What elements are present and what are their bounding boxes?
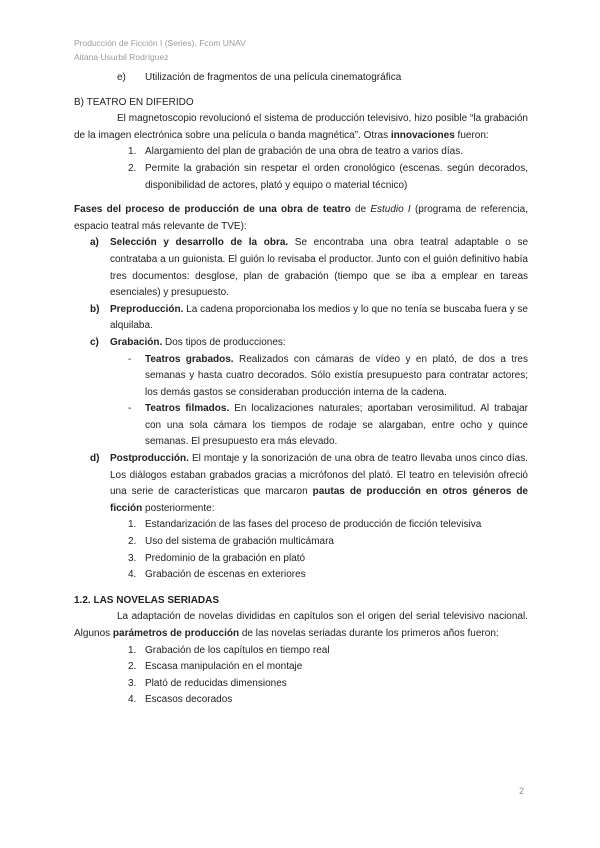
phase-text: La cadena proporcionaba los medios y lo que no tenía se buscaba fuera y se alquilaba. [110, 303, 528, 332]
text-run: La adaptación de novelas divididas en capítulos son el origen del serial televisivo nacional. Algunos [74, 611, 528, 639]
header-course: Producción de Ficción I (Series), Fcom UNAV [74, 38, 246, 48]
phase-item-a [74, 235, 528, 301]
list-marker: - [128, 403, 132, 415]
section-title-novelas-seriadas: 1.2. LAS NOVELAS SERIADAS [74, 594, 220, 606]
header-author: Aitana Usurbil Rodríguez [74, 52, 169, 62]
list-item [74, 551, 528, 568]
sub-item-text: Realizados con cámaras de vídeo y en plató, de dos a tres semanas y hasta cuatro decorados. Sólo existía presupuesto para contratar actores; los demás gastos se consideraban producción interna de la cadena. [145, 353, 528, 398]
list-marker: 4. [128, 569, 137, 581]
text-run: fueron: [454, 129, 489, 141]
list-item [74, 534, 528, 551]
list-item-text: Uso del sistema de grabación multicámara [145, 536, 334, 548]
phase-title: Selección y desarrollo de la obra. [110, 237, 289, 249]
bold-term: parámetros de producción [112, 628, 240, 639]
list-item-text: Predominio de la grabación en plató [145, 552, 306, 564]
list-item [74, 676, 528, 693]
list-item-text: Escasos decorados [145, 694, 233, 706]
phase-title: Postproducción. [110, 453, 189, 465]
list-item-text: Alargamiento del plan de grabación de una obra de teatro a varios días. [145, 146, 463, 158]
paragraph-fases-intro [74, 202, 528, 235]
list-marker: 2. [128, 536, 137, 548]
page-number: 2 [518, 786, 524, 796]
bold-term: pautas de producción en otros géneros de ficción [110, 486, 528, 514]
list-marker: 2. [128, 162, 137, 174]
list-marker: a) [90, 237, 99, 249]
list-marker: 2. [128, 661, 137, 673]
paragraph-novelas [74, 609, 528, 642]
list-item-text: Grabación de escenas en exteriores [145, 569, 306, 581]
list-marker: 1. [128, 644, 137, 656]
page-header [74, 36, 246, 64]
sub-item-teatros-filmados [74, 401, 528, 451]
list-marker: b) [90, 303, 100, 315]
section-title-teatro-diferido: B) TEATRO EN DIFERIDO [74, 96, 194, 108]
phase-item-d [74, 451, 528, 517]
list-item-text: Utilización de fragmentos de una película cinematográfica [145, 72, 402, 83]
list-item-text: Estandarización de las fases del proceso de producción de ficción televisiva [145, 519, 482, 531]
bold-term: innovaciones [390, 129, 455, 141]
phase-text: Dos tipos de producciones: [162, 336, 286, 348]
phase-text: Se encontraba una obra teatral adaptable o se contrataba a un guionista. El guión lo revisaba el productor. Junto con el guión definitivo había tres documentos: desglose, plan de grabación (tiempo que se iba a emplear en tareas esenciales) y presupuesto. [110, 237, 528, 299]
phase-item-b [74, 302, 528, 335]
list-item [74, 144, 528, 161]
list-marker: 4. [128, 694, 137, 706]
list-item [74, 643, 528, 660]
sub-item-teatros-grabados [74, 352, 528, 402]
list-item-text: Plató de reducidas dimensiones [145, 677, 287, 689]
list-item [74, 567, 528, 584]
list-item-text: Permite la grabación sin respetar el orden cronológico (escenas. según decorados, disponibilidad de actores, plató y equipo o material técnico) [145, 162, 528, 191]
list-marker: - [128, 353, 132, 365]
list-item [74, 692, 528, 709]
list-item-e [74, 70, 528, 87]
list-item [74, 517, 528, 534]
list-marker: d) [90, 453, 100, 465]
list-item [74, 659, 528, 676]
phase-text: posteriormente: [142, 502, 215, 514]
list-marker: 3. [128, 552, 137, 564]
sub-item-title: Teatros filmados. [145, 403, 230, 415]
list-item-text: Grabación de los capítulos en tiempo real [145, 644, 330, 656]
list-marker: 1. [128, 519, 137, 531]
page-body [74, 70, 528, 709]
phase-title: Preproducción. [110, 303, 184, 315]
bold-term: Fases del proceso de producción de una obra de teatro [74, 204, 351, 216]
list-marker: 3. [128, 677, 137, 689]
list-marker: 1. [128, 146, 137, 158]
text-run: (programa de referencia, espacio teatral más relevante de TVE): [74, 204, 528, 232]
phase-text: El montaje y la sonorización de una obra de teatro llevaba unos cinco días. Los diálogos estaban grabados gracias a micrófonos del plató. El teatro en televisión ofreció una serie de características que marcaron [110, 453, 528, 498]
list-item [74, 161, 528, 194]
text-run: de las novelas seriadas durante los primeros años fueron: [239, 628, 499, 639]
sub-item-title: Teatros grabados. [145, 353, 234, 365]
phase-title: Grabación. [110, 336, 163, 348]
text-run: El magnetoscopio revolucionó el sistema de producción televisivo, hizo posible “la grabación de la imagen electrónica sobre una película o banda magnética”. Otras [74, 113, 528, 141]
list-marker: e) [117, 72, 126, 83]
italic-title: Estudio I [370, 204, 411, 216]
phase-item-c [74, 335, 528, 352]
paragraph-magnetoscopio [74, 111, 528, 144]
list-marker: c) [90, 336, 99, 348]
sub-item-text: En localizaciones naturales; aportaban verosimilitud. Al trabajar con una sola cámara los tiempos de rodaje se alargaban, entre ocho y quince semanas. El presupuesto era más elevado. [145, 403, 528, 448]
text-run: de [350, 204, 371, 216]
list-item-text: Escasa manipulación en el montaje [145, 661, 303, 673]
